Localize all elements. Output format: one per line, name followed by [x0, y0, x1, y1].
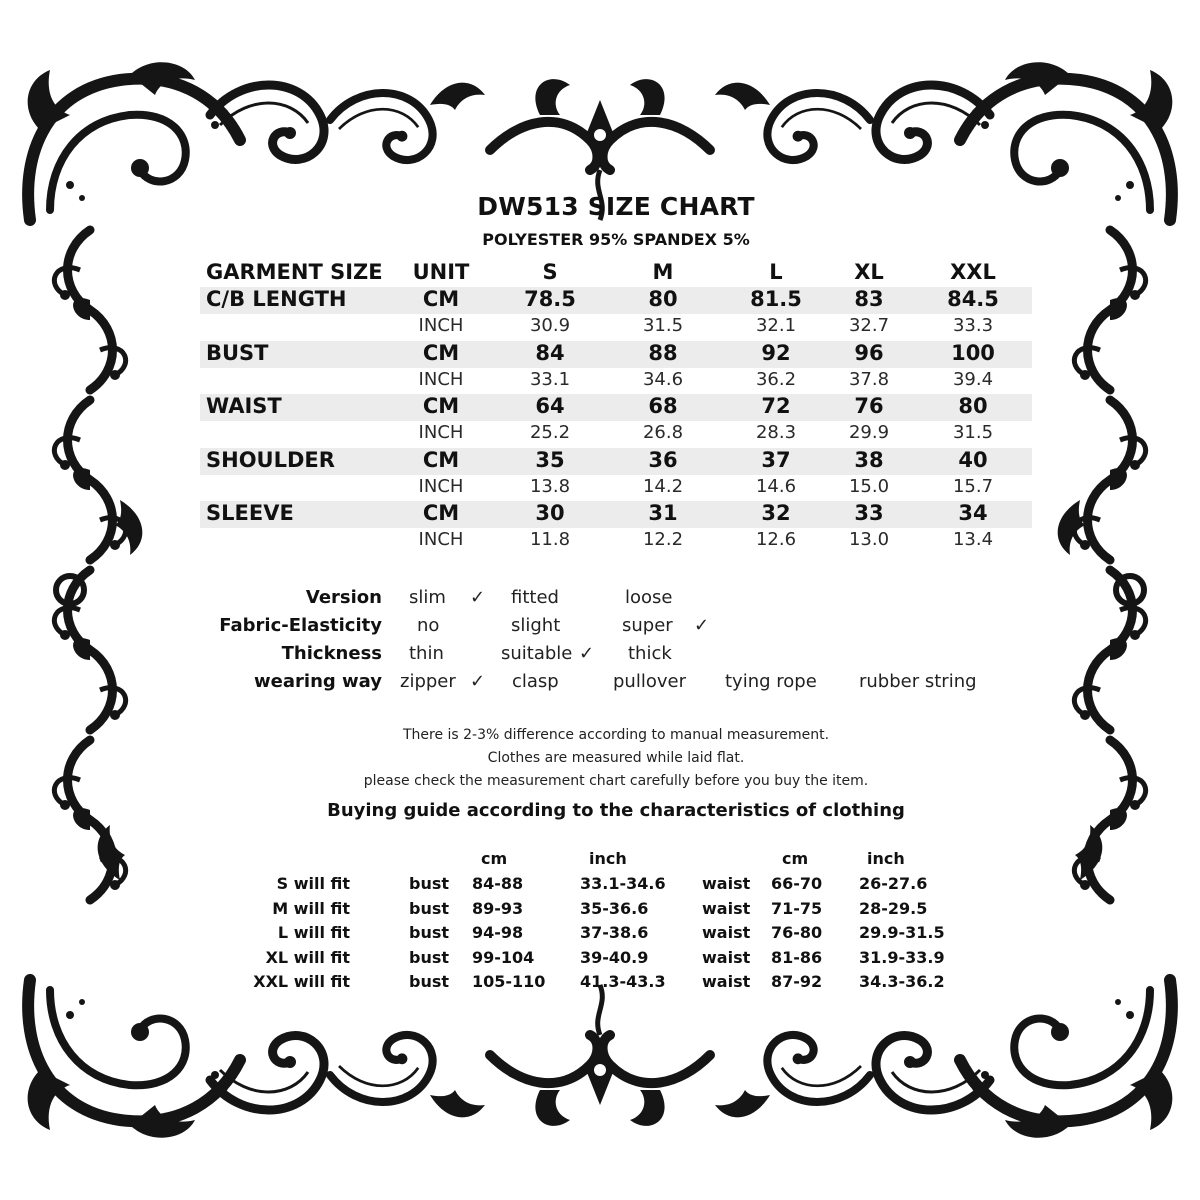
value-cm: 34 [958, 501, 988, 525]
value-inch: 26.8 [642, 422, 684, 443]
attribute-option: fitted [511, 587, 559, 608]
value-inch: 13.0 [848, 529, 890, 550]
attribute-label: Version [305, 587, 382, 608]
note-line: Clothes are measured while laid flat. [487, 750, 745, 766]
header-unit: UNIT [412, 260, 470, 284]
value-cm: 30 [535, 501, 565, 525]
value-inch: 13.4 [952, 529, 994, 550]
value-cm: 84.5 [947, 287, 999, 311]
unit-label-inch: inch [867, 849, 905, 868]
waist-inch-range: 29.9-31.5 [859, 923, 945, 942]
value-inch: 12.6 [755, 529, 797, 550]
attribute-label: Fabric-Elasticity [219, 615, 382, 636]
value-inch: 31.5 [952, 422, 994, 443]
value-inch: 31.5 [642, 315, 684, 336]
waist-label: waist [702, 898, 751, 918]
attribute-option: super [622, 615, 673, 636]
waist-cm-range: 87-92 [771, 972, 823, 991]
check-mark-icon: ✓ [694, 615, 710, 636]
bust-label: bust [409, 947, 450, 967]
unit-cm: CM [422, 394, 460, 418]
bust-label: bust [409, 874, 450, 893]
unit-inch: INCH [418, 368, 464, 390]
waist-inch-range: 26-27.6 [859, 874, 928, 893]
unit-inch: INCH [418, 315, 464, 336]
value-inch: 13.8 [529, 475, 571, 497]
value-cm: 68 [648, 394, 678, 418]
attribute-option: tying rope [725, 671, 817, 692]
waist-inch-range: 28-29.5 [859, 898, 928, 918]
header-size-m: M [652, 260, 674, 284]
value-inch: 33.1 [529, 368, 571, 390]
value-cm: 84 [535, 340, 565, 365]
value-inch: 14.6 [755, 475, 797, 497]
value-inch: 15.0 [848, 475, 890, 497]
value-inch: 28.3 [755, 422, 797, 443]
value-cm: 36 [648, 447, 678, 472]
value-inch: 30.9 [529, 315, 571, 336]
attribute-option: pullover [613, 671, 686, 692]
bust-cm-range: 89-93 [472, 898, 524, 918]
fit-label: M will fit [272, 898, 350, 918]
waist-label: waist [702, 947, 751, 967]
bust-cm-range: 99-104 [472, 947, 535, 967]
unit-inch: INCH [418, 529, 464, 550]
attribute-label: wearing way [254, 671, 382, 692]
header-size-xxl: XXL [950, 260, 996, 284]
value-cm: 33 [854, 501, 884, 525]
check-mark-icon: ✓ [470, 671, 486, 692]
bust-inch-range: 39-40.9 [580, 947, 649, 967]
material-composition: POLYESTER 95% SPANDEX 5% [482, 230, 750, 249]
value-inch: 37.8 [848, 368, 890, 390]
attribute-option: slim [409, 587, 446, 608]
waist-inch-range: 34.3-36.2 [859, 972, 945, 991]
note-line: There is 2-3% difference according to manual measurement. [402, 727, 830, 743]
unit-inch: INCH [418, 475, 464, 497]
value-cm: 81.5 [750, 287, 802, 311]
value-cm: 83 [854, 287, 884, 311]
fit-label: S will fit [276, 874, 350, 893]
unit-label-inch: inch [589, 849, 627, 868]
value-cm: 72 [761, 394, 791, 418]
value-cm: 40 [958, 447, 988, 472]
attribute-option: zipper [400, 671, 456, 692]
attribute-option: no [417, 615, 440, 636]
row-band [200, 394, 1032, 421]
value-cm: 76 [854, 394, 884, 418]
bust-label: bust [409, 972, 450, 991]
measure-label: C/B LENGTH [206, 287, 347, 311]
value-inch: 39.4 [952, 368, 994, 390]
value-inch: 32.7 [848, 315, 890, 336]
measure-label: SLEEVE [206, 501, 294, 525]
measure-label: SHOULDER [206, 447, 335, 472]
waist-inch-range: 31.9-33.9 [859, 947, 945, 967]
check-mark-icon: ✓ [470, 587, 486, 608]
note-line: please check the measurement chart carefully before you buy the item. [363, 773, 869, 789]
waist-cm-range: 76-80 [771, 923, 823, 942]
row-band [200, 341, 1032, 368]
attribute-option: thin [409, 643, 444, 664]
bust-inch-range: 33.1-34.6 [580, 874, 666, 893]
value-cm: 96 [854, 340, 884, 365]
bust-cm-range: 84-88 [472, 874, 524, 893]
header-size-s: S [542, 260, 558, 284]
header-garment-size: GARMENT SIZE [206, 260, 383, 284]
measure-label: BUST [206, 340, 269, 365]
value-cm: 100 [951, 340, 995, 365]
chart-title: DW513 SIZE CHART [477, 192, 755, 221]
fit-label: L will fit [277, 923, 350, 942]
attribute-option: loose [625, 587, 673, 608]
value-inch: 29.9 [848, 422, 890, 443]
attribute-option: thick [628, 643, 672, 664]
unit-inch: INCH [418, 422, 464, 443]
value-cm: 38 [854, 447, 884, 472]
attribute-option: clasp [512, 671, 559, 692]
value-cm: 80 [648, 287, 678, 311]
buying-guide-title: Buying guide according to the characteristics of clothing [327, 800, 905, 821]
value-inch: 36.2 [755, 368, 797, 390]
bust-label: bust [409, 898, 450, 918]
bust-inch-range: 35-36.6 [580, 898, 649, 918]
waist-cm-range: 81-86 [771, 947, 823, 967]
waist-label: waist [702, 972, 751, 991]
unit-label-cm: cm [782, 849, 809, 868]
value-inch: 12.2 [642, 529, 684, 550]
value-cm: 78.5 [524, 287, 576, 311]
value-cm: 92 [761, 340, 791, 365]
value-inch: 34.6 [642, 368, 684, 390]
bust-inch-range: 41.3-43.3 [580, 972, 666, 991]
unit-cm: CM [422, 447, 460, 472]
measure-label: WAIST [206, 394, 282, 418]
check-mark-icon: ✓ [579, 643, 595, 664]
value-inch: 32.1 [755, 315, 797, 336]
unit-cm: CM [422, 287, 460, 311]
value-cm: 35 [535, 447, 565, 472]
value-cm: 88 [648, 340, 678, 365]
value-inch: 11.8 [529, 529, 571, 550]
unit-cm: CM [422, 501, 460, 525]
value-inch: 14.2 [642, 475, 684, 497]
waist-cm-range: 66-70 [771, 874, 823, 893]
header-size-xl: XL [854, 260, 884, 284]
value-cm: 31 [648, 501, 678, 525]
attribute-option: rubber string [859, 671, 977, 692]
unit-label-cm: cm [481, 849, 508, 868]
value-cm: 37 [761, 447, 791, 472]
waist-cm-range: 71-75 [771, 898, 823, 918]
unit-cm: CM [422, 340, 460, 365]
value-cm: 32 [761, 501, 791, 525]
value-cm: 64 [535, 394, 565, 418]
fit-label: XL will fit [265, 947, 350, 967]
bust-inch-range: 37-38.6 [580, 923, 649, 942]
attribute-option: suitable [501, 643, 573, 664]
value-inch: 15.7 [952, 475, 994, 497]
bust-cm-range: 94-98 [472, 923, 524, 942]
header-size-l: L [769, 260, 783, 284]
attribute-label: Thickness [281, 643, 382, 664]
fit-label: XXL will fit [253, 972, 350, 991]
waist-label: waist [702, 923, 751, 942]
bust-cm-range: 105-110 [472, 972, 546, 991]
value-inch: 25.2 [529, 422, 571, 443]
bust-label: bust [409, 923, 450, 942]
row-band [200, 501, 1032, 528]
waist-label: waist [702, 874, 751, 893]
attribute-option: slight [511, 615, 561, 636]
value-inch: 33.3 [952, 315, 994, 336]
value-cm: 80 [958, 394, 988, 418]
